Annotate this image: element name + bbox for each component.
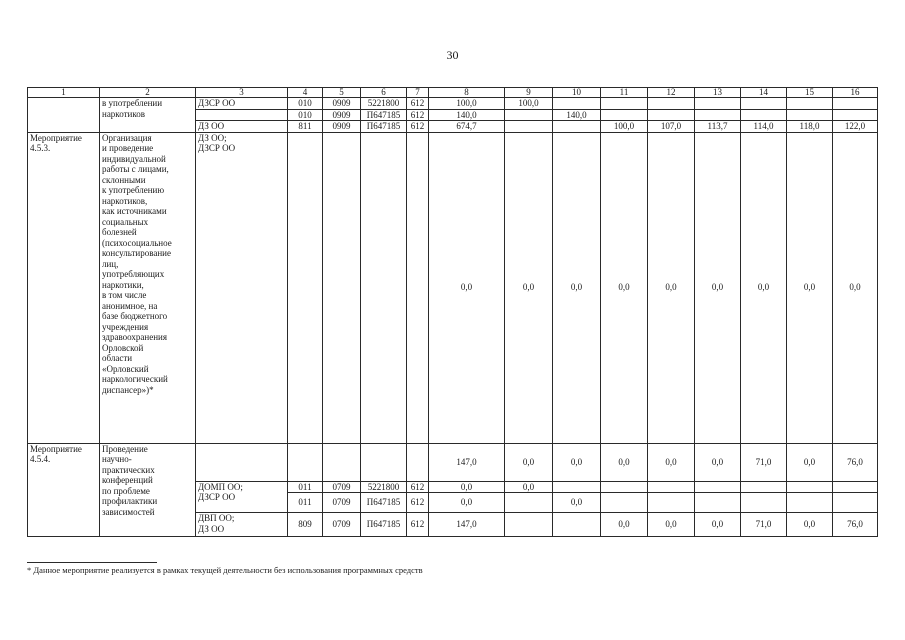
table-row <box>28 443 878 481</box>
cell <box>553 121 601 133</box>
column-number-row <box>28 88 878 98</box>
cell: 0,0 <box>741 132 787 443</box>
cell: 0,0 <box>553 443 601 481</box>
cell: 5221800 <box>361 481 407 493</box>
cell: 100,0 <box>429 98 505 110</box>
cell: 76,0 <box>833 443 878 481</box>
cell: 0,0 <box>833 132 878 443</box>
cell: 100,0 <box>601 121 648 133</box>
cell <box>695 493 741 513</box>
measure-description: в употреблении наркотиков <box>100 98 196 133</box>
col-number: 14 <box>741 88 787 98</box>
col-number: 15 <box>787 88 833 98</box>
page-number: 30 <box>446 48 459 62</box>
cell: 612 <box>407 109 429 121</box>
cell <box>553 513 601 537</box>
cell <box>28 98 100 133</box>
cell: 118,0 <box>787 121 833 133</box>
cell <box>787 98 833 110</box>
cell: 140,0 <box>429 109 505 121</box>
col-number: 4 <box>288 88 323 98</box>
cell <box>741 493 787 513</box>
col-number: 12 <box>648 88 695 98</box>
col-number: 11 <box>601 88 648 98</box>
cell: 612 <box>407 493 429 513</box>
cell <box>553 481 601 493</box>
cell <box>505 493 553 513</box>
cell <box>787 493 833 513</box>
cell: 011 <box>288 481 323 493</box>
cell: 0909 <box>323 121 361 133</box>
cell: 612 <box>407 98 429 110</box>
cell <box>695 98 741 110</box>
measure-description: Проведение научно- практических конференций по проблеме профилактики зависимостей <box>100 443 196 537</box>
cell <box>601 109 648 121</box>
cell <box>833 98 878 110</box>
col-number: 8 <box>429 88 505 98</box>
executor-cell: ДОМП ОО; ДЗСР ОО <box>196 481 288 513</box>
cell <box>601 481 648 493</box>
cell: 0,0 <box>601 443 648 481</box>
cell <box>648 493 695 513</box>
cell: 0,0 <box>505 443 553 481</box>
cell: 0,0 <box>787 132 833 443</box>
measure-label: Мероприятие 4.5.4. <box>28 443 100 537</box>
cell: 113,7 <box>695 121 741 133</box>
cell: 71,0 <box>741 513 787 537</box>
cell: 612 <box>407 513 429 537</box>
budget-table <box>27 87 878 537</box>
col-number: 2 <box>100 88 196 98</box>
footnote-divider <box>27 562 157 563</box>
cell <box>695 481 741 493</box>
cell: 010 <box>288 98 323 110</box>
cell <box>741 109 787 121</box>
cell: 147,0 <box>429 443 505 481</box>
cell: 612 <box>407 121 429 133</box>
cell <box>787 481 833 493</box>
cell: 0,0 <box>648 132 695 443</box>
cell: 0,0 <box>787 513 833 537</box>
cell: 674,7 <box>429 121 505 133</box>
col-number: 3 <box>196 88 288 98</box>
executor-cell <box>196 109 288 121</box>
col-number: 6 <box>361 88 407 98</box>
cell: 114,0 <box>741 121 787 133</box>
cell <box>505 121 553 133</box>
cell: 0909 <box>323 109 361 121</box>
cell <box>407 132 429 443</box>
col-number: 5 <box>323 88 361 98</box>
cell: П647185 <box>361 493 407 513</box>
table-row <box>28 132 878 443</box>
cell <box>741 98 787 110</box>
cell: 0,0 <box>695 513 741 537</box>
cell: 140,0 <box>553 109 601 121</box>
cell <box>833 109 878 121</box>
cell: 0,0 <box>505 481 553 493</box>
col-number: 10 <box>553 88 601 98</box>
measure-description: Организация и проведение индивидуальной работы с лицами, склонными к употреблению наркотиков, как источниками социальных болезней (психосоциальное консультирование лиц, употребляющих наркотики, в том числе анонимное, на базе бюджетного учреждения здравоохранения Орловской области «Орловский наркологический диспансер»)* <box>100 132 196 443</box>
cell: 0,0 <box>601 513 648 537</box>
cell: 0709 <box>323 481 361 493</box>
cell: 0,0 <box>648 443 695 481</box>
cell: 0709 <box>323 493 361 513</box>
cell <box>601 493 648 513</box>
cell: 0,0 <box>695 443 741 481</box>
cell: 0,0 <box>553 493 601 513</box>
cell <box>288 443 323 481</box>
cell: 76,0 <box>833 513 878 537</box>
cell: 0,0 <box>429 493 505 513</box>
cell <box>323 132 361 443</box>
cell <box>361 443 407 481</box>
executor-cell: ДЗСР ОО <box>196 98 288 110</box>
cell: 809 <box>288 513 323 537</box>
cell: 0,0 <box>553 132 601 443</box>
cell: П647185 <box>361 513 407 537</box>
cell <box>833 481 878 493</box>
footnote: * Данное мероприятие реализуется в рамках текущей деятельности без использования программных средств <box>27 565 423 575</box>
cell: 010 <box>288 109 323 121</box>
executor-cell <box>196 443 288 481</box>
executor-cell: ДВП ОО; ДЗ ОО <box>196 513 288 537</box>
col-number: 1 <box>28 88 100 98</box>
cell <box>648 109 695 121</box>
cell <box>505 513 553 537</box>
cell: 011 <box>288 493 323 513</box>
cell <box>741 481 787 493</box>
cell <box>323 443 361 481</box>
cell: 0,0 <box>601 132 648 443</box>
cell: 0,0 <box>695 132 741 443</box>
cell <box>553 98 601 110</box>
cell <box>601 98 648 110</box>
cell <box>787 109 833 121</box>
cell: 0909 <box>323 98 361 110</box>
cell: 0,0 <box>505 132 553 443</box>
cell: П647185 <box>361 109 407 121</box>
cell: 100,0 <box>505 98 553 110</box>
cell: 0,0 <box>787 443 833 481</box>
cell <box>833 493 878 513</box>
col-number: 9 <box>505 88 553 98</box>
cell: 122,0 <box>833 121 878 133</box>
cell <box>648 481 695 493</box>
cell <box>407 443 429 481</box>
cell: 0709 <box>323 513 361 537</box>
col-number: 7 <box>407 88 429 98</box>
cell <box>361 132 407 443</box>
executor-cell: ДЗ ОО <box>196 121 288 133</box>
cell: 0,0 <box>429 481 505 493</box>
col-number: 13 <box>695 88 741 98</box>
cell <box>288 132 323 443</box>
table-row <box>28 98 878 110</box>
cell <box>505 109 553 121</box>
cell: 0,0 <box>648 513 695 537</box>
col-number: 16 <box>833 88 878 98</box>
executor-cell: ДЗ ОО; ДЗСР ОО <box>196 132 288 443</box>
cell: 71,0 <box>741 443 787 481</box>
cell: П647185 <box>361 121 407 133</box>
cell <box>695 109 741 121</box>
cell: 0,0 <box>429 132 505 443</box>
cell: 612 <box>407 481 429 493</box>
cell: 107,0 <box>648 121 695 133</box>
cell: 811 <box>288 121 323 133</box>
cell <box>648 98 695 110</box>
measure-label: Мероприятие 4.5.3. <box>28 132 100 443</box>
cell: 147,0 <box>429 513 505 537</box>
cell: 5221800 <box>361 98 407 110</box>
